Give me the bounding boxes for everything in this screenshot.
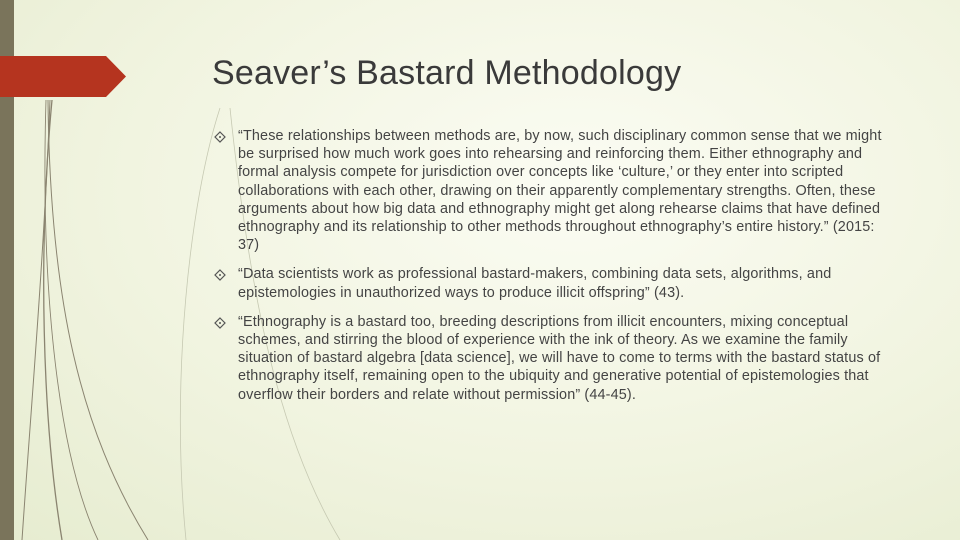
bullet-item	[214, 265, 894, 301]
bullet-item	[214, 313, 894, 404]
slide-title: Seaver’s Bastard Methodology	[212, 54, 682, 92]
bullet-text: “These relationships between methods are, by now, such disciplinary common sense that we might be surprised how much work goes into rehearsing and reinforcing them. Either ethnography and formal analysis compete for jurisdiction over concepts like ‘culture,’ or they enter into scripted collaborations with each other, drawing on their apparently complementary strengths. Often, these arguments about how big data and ethnography might get along rehearse claims that have defined ethnography and its relationship to other methods throughout ethnography’s entire history.” (2015: 37)	[238, 128, 882, 254]
bullet-list	[214, 127, 894, 415]
diamond-bullet-icon	[214, 313, 238, 334]
diamond-bullet-icon	[214, 265, 238, 286]
bullet-item	[214, 127, 894, 254]
diamond-bullet-icon	[214, 127, 238, 148]
bullet-text: “Ethnography is a bastard too, breeding descriptions from illicit encounters, mixing conceptual schemes, and stirring the blood of experience with the ink of theory. As we examine the family situation of bastard algebra [data science], we will have to come to terms with the bastard status of ethnography itself, remaining open to the ubiquity and generative potential of epistemologies that overflow their borders and relate without permission” (44-45).	[238, 313, 881, 403]
bullet-text: “Data scientists work as professional bastard-makers, combining data sets, algorithms, and epistemologies in unauthorized ways to produce illicit offspring” (43).	[238, 266, 832, 301]
title-accent-tab	[0, 56, 126, 97]
